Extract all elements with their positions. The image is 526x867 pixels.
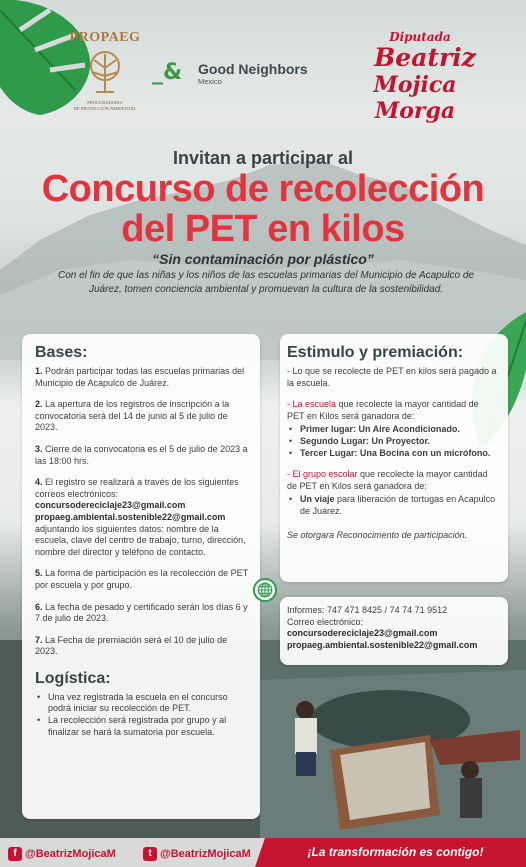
contact-email-label: Correo electrónico: [287, 616, 364, 627]
estimulo-escuela: - La escuela que recolecte la mayor cantidad de PET en Kilos será ganadora de: [287, 399, 479, 421]
facebook-icon: f [8, 847, 22, 861]
bases-item-5: 5. La forma de participación es la recolección de PET por escuela y por grupo. [35, 568, 248, 590]
contact-phones: Informes: 747 471 8425 / 74 74 71 9512 [287, 605, 448, 615]
contact-email-1[interactable]: concursodereciclaje23@gmail.com [287, 628, 438, 638]
twitter-icon: t [143, 847, 157, 861]
prize-item: • Segundo Lugar: Un Proyector. [287, 436, 498, 448]
twitter-link[interactable]: t @BeatrizMojicaM [143, 845, 251, 863]
prize-item: • Primer lugar: Un Aire Acondicionado. [287, 424, 498, 436]
prize-item: • Tercer Lugar: Una Bocina con un micrófono. [287, 448, 498, 460]
grupo-prizes [287, 494, 498, 517]
bases-item-3: 3. Cierre de la convocatoria es el 5 de julio de 2023 a las 18:00 hrs. [35, 443, 248, 466]
globe-icon [253, 578, 277, 602]
bases-item-1: 1. Podrán participar todas las escuelas primarias del Municipio de Acapulco de Juárez. [35, 366, 245, 388]
bases-email-1[interactable]: concursodereciclaje23@gmail.com [35, 500, 186, 511]
bases-item-7: 7. La Fecha de premiación será el 10 de julio de 2023. [35, 634, 228, 657]
escuela-prizes [287, 424, 498, 459]
good-neighbors-title: Good Neighbors [198, 61, 308, 77]
tree-emblem-icon [82, 48, 128, 98]
footer [0, 838, 526, 867]
diputada-name1: Beatriz [374, 43, 476, 72]
propaeg-sub2: DE PROTECCIÓN AMBIENTAL [73, 106, 137, 111]
contact-card [280, 597, 508, 665]
logistica-list [35, 692, 248, 738]
slogan: “Sin contaminación por plástico” [152, 251, 374, 267]
bases-heading: Bases: [35, 344, 88, 361]
contact-email-2[interactable]: propaeg.ambiental.sostenible22@gmail.com [287, 639, 478, 650]
estimulo-grupo: - El grupo escolar que recolecte la mayor cantidad de PET en Kilos será ganadora de: [287, 469, 488, 491]
propaeg-sub1: PROCURADURIA [87, 100, 123, 105]
footer-slogan: ¡La transformación es contigo! [265, 838, 526, 867]
logistica-heading: Logística: [35, 669, 111, 687]
good-neighbors-country: Mexico [198, 77, 222, 86]
bases-card [22, 334, 260, 819]
estimulo-note: Se otorgara Reconocimento de participación. [287, 529, 468, 540]
bases-item-2: 2. La apertura de los registros de inscripción a la convocatoria será del 14 de junio al 5 de julio de 2023. [35, 399, 230, 433]
main-title-line2: del PET en kilos [121, 208, 405, 250]
bases-email-2[interactable]: propaeg.ambiental.sostenible22@gmail.com [35, 511, 226, 522]
propaeg-name: PROPAEG [69, 30, 141, 45]
good-neighbors-leaf-icon: _& [152, 60, 183, 85]
main-title-line1: Concurso de recolección [41, 168, 485, 210]
bases-item-4: 4. El registro se realizará a través de los siguientes correos electrónicos: concursodereciclaje23@gmail.com propaeg.ambiental.sostenible22@gmail.com adjuntando los siguientes datos: nombre de la escuela, clave del centro de trabajo, turno, dirección, nombre del director y teléfono de contacto. [35, 477, 246, 557]
bases-item-6: 6. La fecha de pesado y certificado serán los días 6 y 7 de julio de 2023. [35, 601, 248, 624]
good-neighbors-logo [152, 60, 312, 90]
diputada-name2: Mojica Morga [373, 72, 457, 124]
intro-paragraph: Con el fin de que las niñas y los niños de las escuelas primarias del Municipio de Acapulco de Juárez, tomen conciencia ambiental y promuevan la cultura de la sostenibilidad. [58, 270, 474, 295]
invitan-text: Invitan a participar al [172, 148, 354, 168]
logistica-item: • Una vez registrada la escuela en el concurso podrá iniciar su recolección de PET. [35, 692, 248, 715]
propaeg-logo [60, 30, 150, 112]
estimulo-heading: Estimulo y premiación: [287, 344, 464, 361]
logistica-item: • La recolección será registrada por grupo y al finalizar se hará la sumatoria por escuela. [35, 715, 248, 738]
estimulo-intro: - Lo que se recolecte de PET en kilos será pagado a la escuela. [287, 366, 497, 388]
prize-item: • Un viaje para liberación de tortugas en Acapulco de Juárez. [287, 494, 498, 517]
diputada-label: Diputada [389, 30, 451, 44]
estimulo-card [280, 334, 508, 582]
facebook-link[interactable]: f @BeatrizMojicaM [8, 845, 116, 863]
diputada-signature [330, 30, 500, 124]
